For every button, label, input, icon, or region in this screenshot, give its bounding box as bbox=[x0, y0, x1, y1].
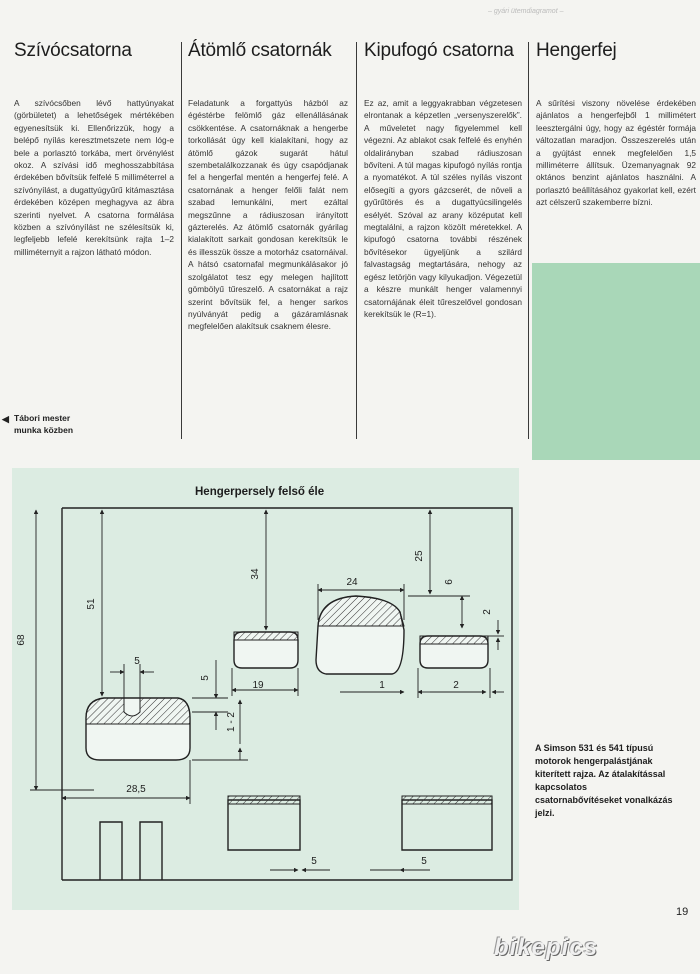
transfer-port-lower-right bbox=[402, 800, 492, 850]
dim-24: 24 bbox=[346, 577, 358, 588]
dim-5-bottom-mid: 5 bbox=[311, 856, 317, 867]
dim-5-tongue: 5 bbox=[134, 656, 140, 667]
dim-1: 1 bbox=[379, 680, 385, 691]
column-body: Feladatunk a forgattyús házból az égéstérbe felömlő gáz ellenállásának csökkentése. A csatornáknak a hengerbe torkollását úgy kell kialakítani, hogy az átömlő gázok sugarát hátul szembetalálkozzanak és úgy csapódjanak fel a hengerfal mentén a hengerfej felé. A csatornának a henger felőli falát nem szabad lemunkálni, mert ezáltal megszűnne a rádiuszosan irányított gázterelés. Az átömlő csatornák gyárilag kialakított sarkait gondosan kerekítsük le és illesszük össze a motorház csatornáival. A hátsó csatornafal megmunkálásakor jó szolgálatot tesz egy melegen hajlított gömbölyű tűreszelő. A csatornákat a rajz szerint bővítsük fel, a henger sarkos nyúlványát pedig a gázáramlásnak megfelelően alakítsuk csaknem élesre. bbox=[188, 98, 348, 332]
watermark-logo: bikepics bbox=[494, 934, 599, 961]
dim-34: 34 bbox=[250, 568, 261, 580]
transfer-left-hatch bbox=[234, 632, 298, 640]
photo-caption-text: Tábori mester munka közben bbox=[14, 413, 74, 435]
hatch-lower-left bbox=[228, 796, 300, 804]
column-body: Ez az, amit a leggyakrabban végzetesen elrontanak a képzetlen „versenyszerelők”. A műveletet nagy figyelemmel kell végezni. Az ablakot csak felfelé és enyhén oldalirányban szabad rádiuszosan bővíteni. A túl magas kipufogó nyílás rontja a nyomatékot. A túl széles nyílás viszont elősegíti a gyors gázcserét, de növeli a gyűrűtörés és a dugattyúcsilingelés esélyét. Szóval az arany középutat kell megtalálni, a rajzon közölt méretekkel. A kipufogó csatorna további részének bővítésekor ügyeljünk a szilárd falvastagság megtartására, nehogy az egész letörjön vagy kilyukadjon. Végezetül a készre munkált henger valamennyi csatornájának éleit tűreszelővel gondosan kerekítsük le (R=1). bbox=[364, 98, 522, 319]
caption-arrow-icon: ◀ bbox=[2, 414, 9, 424]
page-number: 19 bbox=[676, 906, 689, 918]
dim-6: 6 bbox=[444, 579, 455, 585]
figure-title: Hengerpersely felső éle bbox=[195, 486, 325, 498]
dim-2-bottom: 2 bbox=[453, 680, 459, 691]
dim-68: 68 bbox=[16, 634, 27, 646]
faint-header-text: – gyári ütemdiagramot – bbox=[488, 8, 564, 15]
transfer-right-hatch bbox=[420, 636, 488, 644]
column-title: Átömlő csatornák bbox=[188, 40, 332, 61]
dim-25: 25 bbox=[414, 550, 425, 562]
column-title: Hengerfej bbox=[536, 40, 617, 61]
transfer-port-lower-left bbox=[228, 800, 300, 850]
dim-2-right: 2 bbox=[482, 609, 493, 615]
column-title: Szívócsatorna bbox=[14, 40, 132, 61]
dim-28-5: 28,5 bbox=[126, 784, 146, 795]
dim-51: 51 bbox=[86, 598, 97, 610]
column-body: A sűrítési viszony növelése érdekében ajánlatos a hengerfejből 1 millimétert leesztergálni úgy, hogy az égéstér formája változatlan maradjon. Összeszerelés után a gyújtást ennek megfelelően 1,5 milliméterre állítsuk. Üzemanyagnak 92 oktános benzint ajánlatos használni. A porlasztó beállításához gyakorlat kell, ezért azt célszerű szakemberre bízni. bbox=[536, 98, 696, 208]
column-body: A szívócsőben lévő hattyúnyakat (görbületet) a lehetőségek mértékében egyenesítsük ki. Ellenőrizzük, hogy a belépő nyílás keresztmetszete nem lóg-e bele a porlasztó torkába, mert örvénylést okoz. A szívási idő meghosszabbítása érdekében bővítsük felfelé 5 milliméterrel a szívónyílást, a dugattyúgyűrű kitámasztása érdekében középen meghagyva az ábra szerinti nyelvet. A csatorna formálása közben a szívónyílást ne szélesítsük ki, legfeljebb lefelé kerekítsünk rajta 1–2 milliméternyit a rajzon látható módon. bbox=[14, 98, 174, 257]
dim-19: 19 bbox=[252, 680, 264, 691]
figure-caption: A Simson 531 és 541 típusú motorok hengerpalástjának kiterített rajza. Az átalakítással kapcsolatos csatornabővítéseket vonalkázás jelzi. bbox=[535, 743, 673, 818]
skirt-notch-left bbox=[100, 822, 122, 880]
dim-1-2: 1 - 2 bbox=[226, 711, 237, 733]
sleeve-outline bbox=[62, 508, 512, 880]
skirt-notch-mid bbox=[140, 822, 162, 880]
dim-5-bottom-right: 5 bbox=[421, 856, 427, 867]
dim-5-vertical: 5 bbox=[200, 675, 211, 681]
hatch-lower-right bbox=[402, 796, 492, 804]
exhaust-hatch bbox=[318, 596, 404, 626]
column-title: Kipufogó csatorna bbox=[364, 40, 514, 61]
